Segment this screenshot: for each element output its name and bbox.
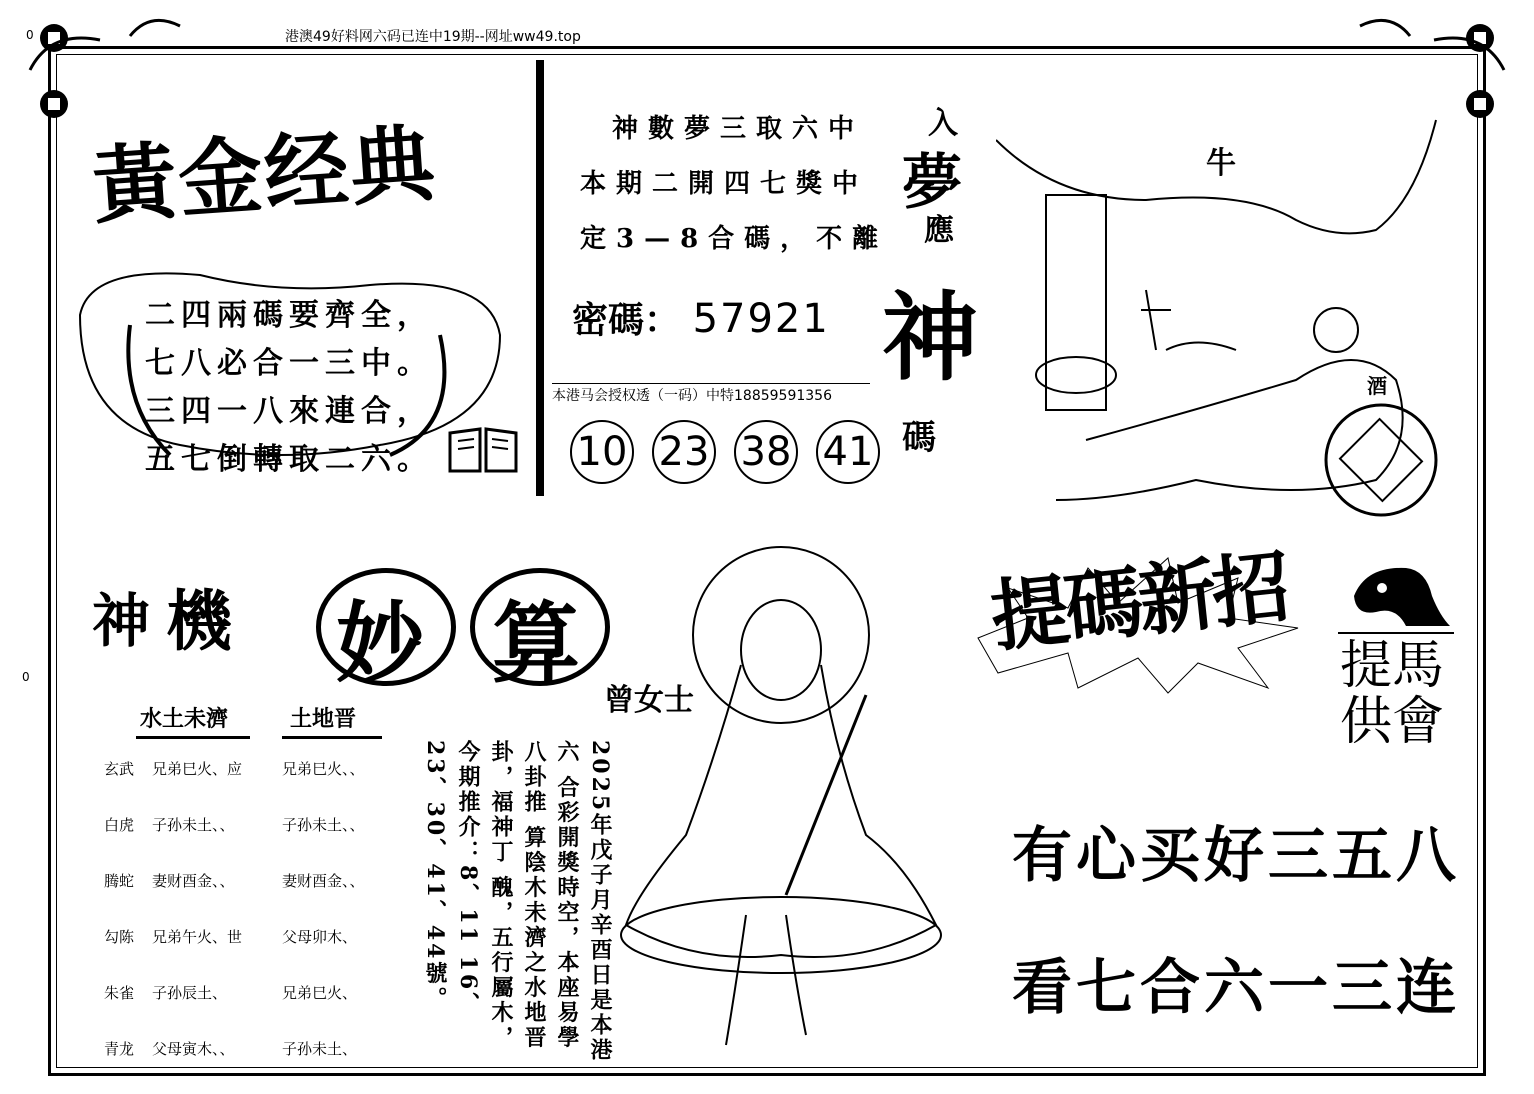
logo-line: 提馬	[1340, 636, 1445, 696]
relation-cell: 妻财酉金、、	[152, 872, 235, 890]
dream-char-small: 碼	[902, 418, 936, 458]
relation-cell: 妻财酉金、、	[282, 872, 365, 890]
seated-goddess-illustration	[606, 535, 966, 1065]
hexagram-row	[104, 758, 365, 1094]
spirit-name: 玄武	[104, 760, 135, 778]
logo-line: 供會	[1340, 692, 1445, 752]
horse-club-logo	[1340, 638, 1444, 750]
hexagram-header: 水土未濟	[140, 707, 229, 732]
slogan-line: 有心买好三五八	[1012, 821, 1460, 891]
prophecy-lines	[580, 102, 889, 267]
poem-line: 三四一八來連合，	[145, 394, 433, 429]
poem-line: 二四兩碼要齊全，	[145, 298, 433, 333]
dream-char-big: 神	[882, 281, 978, 394]
relation-cell: 父母寅木、、	[152, 1040, 235, 1058]
relation-cell: 子孙未土、、	[282, 816, 365, 834]
logo-divider	[1338, 632, 1454, 634]
relation-cell: 子孙未土、	[282, 1040, 358, 1058]
relation-cell: 兄弟巳火、	[282, 984, 358, 1002]
miracle-char: 算	[492, 592, 581, 695]
spirit-name: 勾陈	[104, 928, 135, 946]
spirit-name: 腾蛇	[104, 872, 135, 890]
vertical-line: 2025年戊子月辛酉日是本港六	[554, 740, 613, 1064]
new-trick-title: 提碼新招	[986, 541, 1291, 664]
spirit-name: 白虎	[104, 816, 135, 834]
vertical-line: 算陰木未濟之水地晋卦，福神丁	[488, 740, 547, 1051]
vertical-line: 合彩開獎時空，本座易學八卦推	[521, 740, 580, 1051]
dream-char-small: 入	[928, 106, 958, 141]
relation-cell: 父母卯木、	[282, 928, 358, 946]
section-divider	[536, 60, 544, 496]
spirit-name: 朱雀	[104, 984, 135, 1002]
book-icon	[446, 425, 520, 475]
relation-cell: 子孙辰土、	[152, 984, 228, 1002]
prophecy-line: 本期二開四七獎中	[580, 169, 869, 199]
poem-block	[145, 292, 433, 484]
divine-char: 神	[92, 587, 151, 655]
spirit-name: 青龙	[104, 1040, 135, 1058]
header-underline	[282, 736, 382, 739]
sleeping-scholar-illustration	[996, 80, 1456, 520]
pick-number: 38	[734, 420, 798, 484]
vertical-line: 醜，五行屬木，今期推介：8、11	[455, 740, 514, 1051]
vertical-prediction	[418, 740, 616, 1070]
relation-cell: 兄弟巳火、应	[152, 760, 243, 778]
slogan-line: 看七合六一三连	[1012, 953, 1460, 1023]
relation-cell: 子孙未土、、	[152, 816, 235, 834]
relation-cell: 兄弟午火、世	[152, 928, 243, 946]
golden-classic-title: 黃金经典	[89, 113, 440, 236]
authorization-note: 本港马会授权透（一码）中特18859591356	[552, 388, 832, 404]
note-divider	[552, 383, 870, 384]
vertical-line: 16、23、30、41、44號。	[422, 740, 481, 1018]
pick-number: 41	[816, 420, 880, 484]
poem-line: 五七倒轉取二六。	[145, 442, 433, 477]
author-name: 曾女士	[604, 683, 694, 718]
site-header: 港澳49好料网六码已连中19期--网址ww49.top	[285, 29, 581, 45]
dream-char-big: 夢	[902, 148, 962, 218]
secret-code-row	[572, 292, 830, 343]
header-underline	[136, 736, 250, 739]
corner-number-mid: 0	[22, 670, 30, 684]
prophecy-line: 定3—8合碼，不離	[580, 224, 889, 254]
prophecy-line: 神數夢三取六中	[612, 114, 865, 144]
relation-cell: 兄弟巳火、、	[282, 760, 365, 778]
horse-head-icon	[1346, 556, 1456, 630]
pick-number: 23	[652, 420, 716, 484]
secret-code-value: 57921	[692, 296, 830, 342]
wine-jar-label: 酒	[1367, 374, 1387, 398]
miracle-char: 妙	[336, 592, 425, 695]
hexagram-header: 土地晋	[290, 707, 357, 732]
corner-number-top: 0	[26, 28, 34, 42]
poem-line: 七八必合一三中。	[145, 346, 433, 381]
zodiac-label: 牛	[1206, 146, 1236, 181]
dream-char-small: 應	[924, 213, 954, 248]
divine-char: 機	[166, 582, 232, 660]
pick-number: 10	[570, 420, 634, 484]
header-divider	[70, 47, 1470, 48]
secret-code-label: 密碼：	[572, 299, 681, 341]
